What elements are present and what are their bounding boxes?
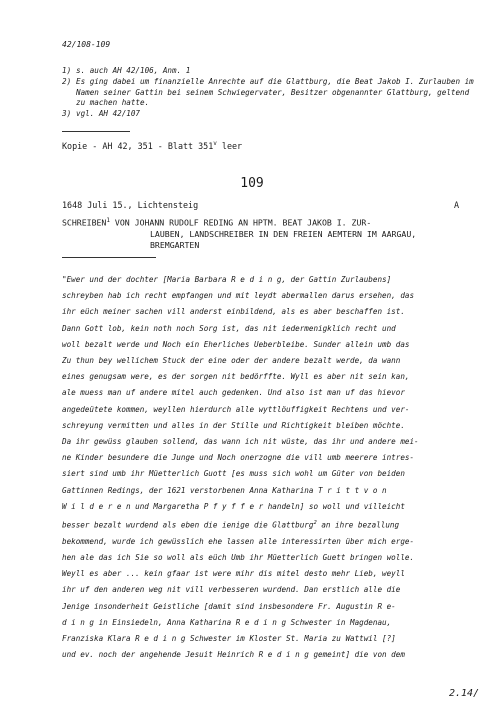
body-line-text: woll bezalt werde und Noch ein Eherliches Ueberbleibe. Sunder allein umb das bbox=[62, 339, 410, 349]
body-line bbox=[62, 515, 482, 534]
heading-footnote-ref: 1 bbox=[106, 217, 110, 224]
footnote-text: s. auch AH 42/106, Anm. 1 bbox=[76, 66, 191, 75]
footnote-number: 1) bbox=[62, 66, 72, 75]
document-letter: A bbox=[454, 200, 460, 210]
body-line bbox=[62, 434, 482, 450]
body-line-text: Jenige insonderheit Geistliche [damit sind insbesondere Fr. Augustin R e- bbox=[62, 601, 396, 611]
heading-part1: SCHREIBEN bbox=[62, 217, 107, 228]
copy-reference-prefix: Kopie - AH 42, 351 - Blatt 351 bbox=[62, 140, 214, 151]
body-line bbox=[62, 631, 482, 647]
body-line bbox=[62, 385, 482, 401]
document-number: 109 bbox=[240, 176, 264, 191]
body-line-text: besser bezalt wurdend als eben die ienige die Glattburg bbox=[62, 520, 314, 530]
body-line-text: und ev. noch der angehende Jesuit Heinrich R e d i n g gemeint] die von dem bbox=[62, 650, 405, 660]
body-line bbox=[62, 466, 482, 482]
body-line bbox=[62, 582, 482, 598]
footnote-text: Es ging dabei um finanzielle Anrechte auf die Glattburg, die Beat Jakob I. Zurlauben im Namen seiner Gattin bei seinem Schwiegervater, Besitzer obgenannter Glattburg, geltend zu machen hatte. bbox=[76, 76, 474, 108]
body-line-text: Da ihr gewüss glauben sollend, das wann ich nit wüste, das ihr und andere mei- bbox=[62, 437, 419, 447]
footnote-2 bbox=[62, 77, 482, 109]
handwritten-page-mark: 2.14/ bbox=[449, 688, 480, 699]
body-line-text-after: an ihre bezallung bbox=[316, 520, 400, 530]
body-line-text: ne Kinder besundere die Junge und Noch onerzogne die vill umb meerere intres- bbox=[62, 453, 415, 463]
body-line-text: d i n g in Einsiedeln, Anna Katharina R e d i n g Schwester in Magdenau, bbox=[62, 617, 392, 627]
body-line-text: ihr eüch meiner sachen vill anderst einbildend, als es aber beschaffen ist. bbox=[62, 307, 405, 317]
body-line-text: hen ale das ich Sie so woll als eüch Umb ihr Müetterlich Guett bringen wolle. bbox=[62, 552, 415, 562]
body-line bbox=[62, 369, 482, 385]
footnote-number: 3) bbox=[62, 109, 72, 119]
copy-reference-sup: v bbox=[213, 140, 217, 147]
body-line-text: W i l d e r e n und Margaretha P f y f f e r handeln] so woll und villeicht bbox=[62, 501, 405, 511]
body-line bbox=[62, 353, 482, 369]
body-line bbox=[62, 483, 482, 499]
footnote-divider bbox=[62, 131, 130, 132]
copy-reference-suffix: leer bbox=[216, 140, 243, 151]
body-line-text: "Ewer und der dochter [Maria Barbara R e d i n g, der Gattin Zurlaubens] bbox=[62, 275, 392, 284]
body-line bbox=[62, 615, 482, 631]
body-line bbox=[62, 321, 482, 337]
body-line-text: Franziska Klara R e d i n g Schwester im Kloster St. Maria zu Wattwil [?] bbox=[62, 634, 396, 643]
body-line-text: schreyung vermitten und alles in der Stille und Richtigkeit bleiben möchte. bbox=[62, 420, 405, 430]
body-line bbox=[62, 272, 482, 288]
heading-part2: VON JOHANN RUDOLF REDING AN HPTM. BEAT JAKOB I. ZUR- bbox=[110, 217, 372, 228]
body-line-text: ihr uf den anderen weg nit vill verbesseren wurdend. Dan erstlich alle die bbox=[62, 585, 401, 595]
date-line: 1648 Juli 15., Lichtensteig bbox=[62, 200, 199, 210]
body-line-text: angedeütete kommen, weyllen hierdurch alle wyttlöuffigkeit Rechtens und ver- bbox=[62, 404, 410, 414]
footnotes bbox=[62, 66, 482, 120]
body-line-text: Weyll es aber ... kein gfaar ist were mihr dis mitel desto mehr Lieb, weyll bbox=[62, 569, 405, 579]
body-footnote-ref: 2 bbox=[313, 520, 317, 527]
body-line bbox=[62, 550, 482, 566]
heading-line2: LAUBEN, LANDSCHREIBER IN DEN FREIEN AEMTERN IM AARGAU, bbox=[150, 228, 417, 239]
copy-reference bbox=[62, 140, 242, 151]
body-line bbox=[62, 402, 482, 418]
body-line bbox=[62, 566, 482, 582]
body-line-text: eines genugsam were, es der sorgen nit bedörffte. Wyll es aber nit sein kan, bbox=[62, 372, 410, 382]
footnote-text: vgl. AH 42/107 bbox=[76, 109, 141, 119]
footnote-number: 2) bbox=[62, 76, 72, 86]
body-line bbox=[62, 304, 482, 320]
body-line bbox=[62, 499, 482, 515]
body-line bbox=[62, 534, 482, 550]
heading-line3: BREMGARTEN bbox=[150, 239, 200, 250]
body-line-text: ale muess man uf andere mitel auch gedenken. Und also ist man uf das hievor bbox=[62, 388, 405, 398]
body-line bbox=[62, 337, 482, 353]
body-line bbox=[62, 647, 482, 663]
body-line-text: Zu thun bey wellichem Stuck der eine oder der andere bezalt werde, da wann bbox=[62, 356, 401, 366]
body-line-text: Gattinnen Redings, der 1621 verstorbenen Anna Katharina T r i t t v o n bbox=[62, 485, 387, 495]
body-line bbox=[62, 599, 482, 615]
body-line-text: schreyben hab ich recht empfangen und mit leydt abermallen darus ersehen, das bbox=[62, 291, 415, 301]
body-line bbox=[62, 450, 482, 466]
footnote-3 bbox=[62, 109, 482, 120]
archive-reference: 42/108-109 bbox=[62, 40, 111, 49]
body-line-text: siert sind umb ihr Müetterlich Guott [es muss sich wohl um Güter von beiden bbox=[62, 469, 405, 479]
body-line bbox=[62, 418, 482, 434]
document-heading bbox=[62, 215, 482, 251]
body-line-text: Dann Gott lob, kein noth noch Sorg ist, das nit iedermenigklich recht und bbox=[62, 323, 396, 333]
heading-divider bbox=[62, 257, 156, 258]
letter-body bbox=[62, 272, 482, 663]
body-line-text: bekommend, wurde ich gewüsslich ehe lassen alle interessirten über mich erge- bbox=[62, 536, 415, 546]
body-line bbox=[62, 288, 482, 304]
footnote-1 bbox=[62, 66, 482, 77]
